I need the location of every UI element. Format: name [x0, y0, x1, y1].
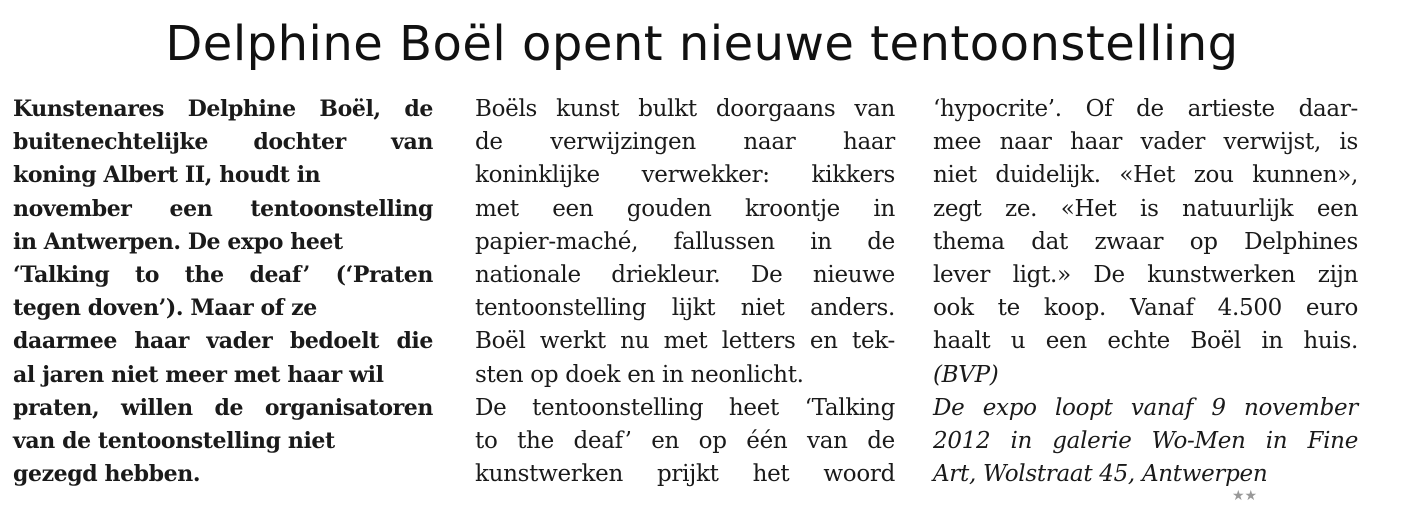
text-line: papier-maché, fallussen in de — [475, 228, 895, 255]
text-line: zegt ze. «Het is natuurlijk een — [933, 195, 1358, 222]
text-line: Kunstenares Delphine Boël, de — [13, 96, 433, 122]
footer-star-mark: ★★ — [1232, 488, 1258, 504]
text-line: in Antwerpen. De expo heet — [13, 228, 343, 255]
byline: (BVP) — [933, 361, 999, 388]
text-line: Boëls kunst bulkt doorgaans van — [475, 96, 895, 122]
text-line: kunstwerken prijkt het woord — [475, 461, 895, 488]
column-2 — [475, 93, 895, 491]
text-line: haalt u een echte Boël in huis. — [933, 328, 1358, 355]
text-line: thema dat zwaar op Delphines — [933, 228, 1358, 255]
text-line: lever ligt.» De kunstwerken zijn — [933, 261, 1358, 288]
text-line: de verwijzingen naar haar — [475, 129, 895, 156]
text-line: ook te koop. Vanaf 4.500 euro — [933, 295, 1358, 322]
text-line: koning Albert II, houdt in — [13, 162, 321, 189]
column-1 — [13, 93, 433, 491]
text-line: to the deaf’ en op één van de — [475, 427, 895, 454]
text-line: van de tentoonstelling niet — [13, 427, 335, 454]
text-line: november een tentoonstelling — [13, 195, 433, 222]
text-line: tentoonstelling lijkt niet anders. — [475, 295, 895, 322]
text-line: De tentoonstelling heet ‘Talking — [475, 394, 895, 421]
text-line: Boël werkt nu met letters en tek- — [475, 328, 895, 355]
text-line: tegen doven’). Maar of ze — [13, 295, 317, 322]
text-line: gezegd hebben. — [13, 461, 201, 488]
expo-info-line: Art, Wolstraat 45, Antwerpen — [933, 461, 1268, 488]
text-line: niet duidelijk. «Het zou kunnen», — [933, 162, 1358, 189]
expo-info-line: 2012 in galerie Wo-Men in Fine — [933, 427, 1358, 454]
text-line: nationale driekleur. De nieuwe — [475, 261, 895, 288]
text-line: mee naar haar vader verwijst, is — [933, 129, 1358, 156]
column-3 — [933, 93, 1358, 491]
text-line: sten op doek en in neonlicht. — [475, 361, 804, 388]
text-line: ‘Talking to the deaf’ (‘Praten — [13, 261, 433, 288]
text-line: ‘hypocrite’. Of de artieste daar- — [933, 96, 1358, 122]
text-line: koninklijke verwekker: kikkers — [475, 162, 895, 189]
headline: Delphine Boël opent nieuwe tentoonstelling — [165, 16, 1239, 72]
text-line: met een gouden kroontje in — [475, 195, 895, 222]
expo-info-line: De expo loopt vanaf 9 november — [933, 394, 1358, 421]
text-line: buitenechtelijke dochter van — [13, 129, 433, 156]
text-line: praten, willen de organisatoren — [13, 394, 433, 421]
text-line: daarmee haar vader bedoelt die — [13, 328, 433, 355]
text-line: al jaren niet meer met haar wil — [13, 361, 384, 388]
